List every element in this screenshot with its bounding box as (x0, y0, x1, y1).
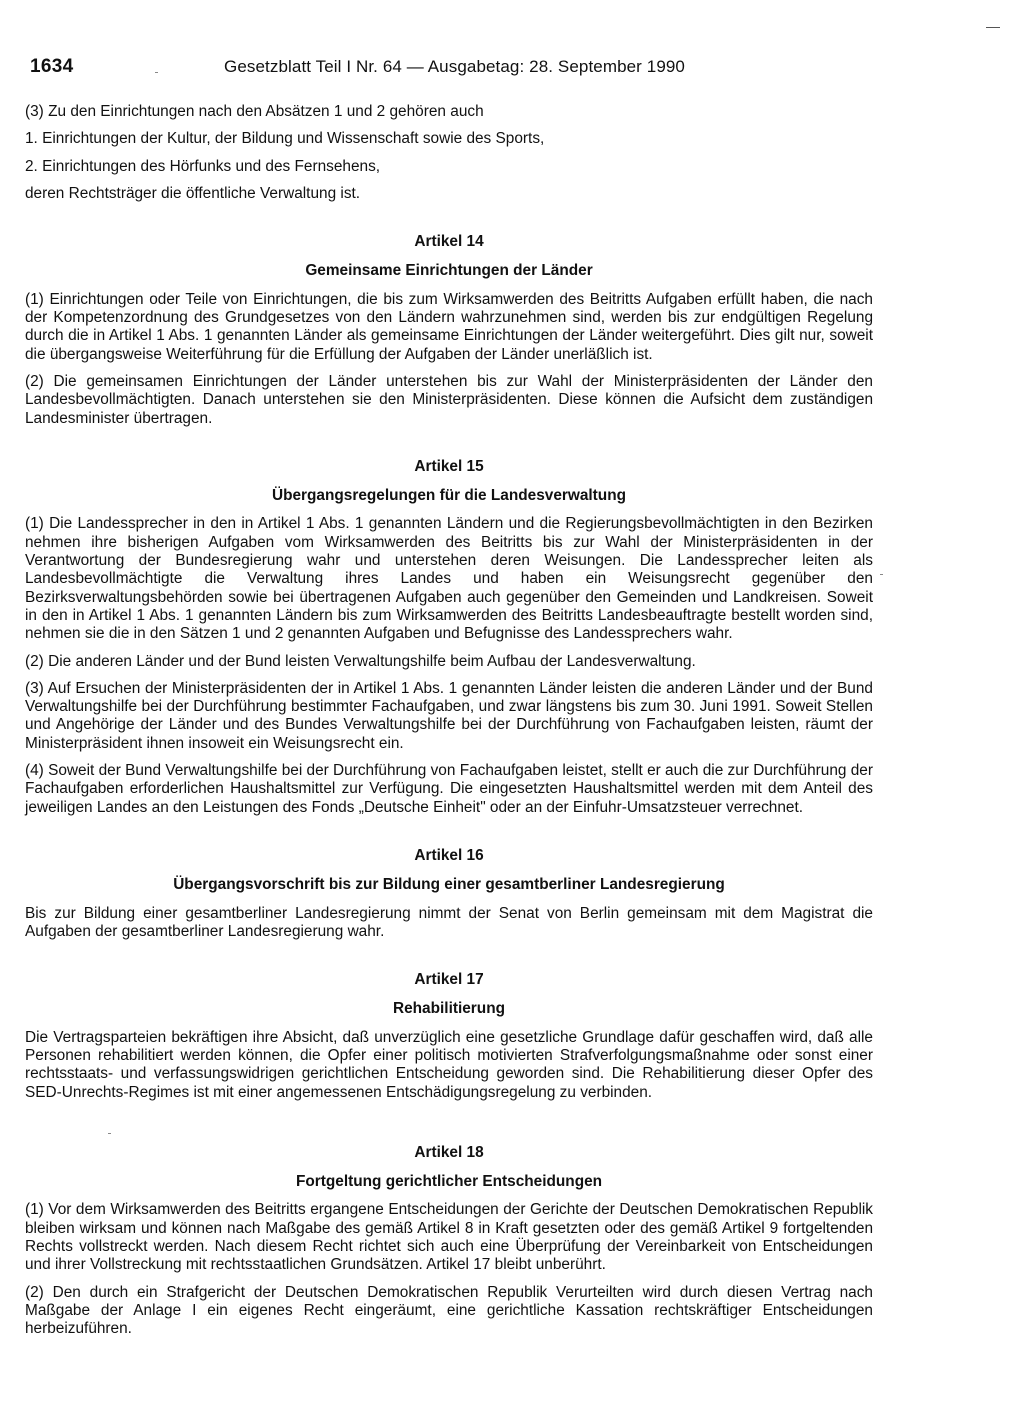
article-title: Fortgeltung gerichtlicher Entscheidungen (295, 1173, 603, 1191)
article-number: Artikel 17 (414, 971, 484, 989)
paragraph: (1) Vor dem Wirksamwerden des Beitritts ergangene Entscheidungen der Gerichte der Deutschen Demokratischen Republik bleiben wirksam und können nach Maßgabe des gemäß Artikel 8 in Kraft gesetzten oder des gemäß Artikel 9 fortgeltenden Rechts vollstreckt werden. Nach diesem Recht richtet sich auch eine Überprüfung der Vereinbarkeit von Entscheidungen und ihrer Vollstreckung mit rechtsstaatlichen Grundsätzen. Artikel 17 bleibt unberührt. (25, 1201, 873, 1274)
article-16 (25, 847, 873, 941)
paragraph: (4) Soweit der Bund Verwaltungshilfe bei der Durchführung von Fachaufgaben leistet, stellt er auch die zur Durchführung der Fachaufgaben erforderlichen Haushaltsmittel zur Verfügung. Die eingesetzten Haushaltsmittel werden mit dem Anteil des jeweiligen Landes an den Leistungen des Fonds „Deutsche Einheit" oder an der Einfuhr-Umsatzsteuer verrechnet. (25, 762, 873, 816)
spacer (25, 950, 873, 971)
scan-speck (155, 72, 158, 73)
running-head: Gesetzblatt Teil I Nr. 64 — Ausgabetag: 28. September 1990 (224, 57, 685, 76)
paragraph: Bis zur Bildung einer gesamtberliner Landesregierung nimmt der Senat von Berlin gemeinsam mit dem Magistrat die Aufgaben der gesamtberliner Landesregierung wahr. (25, 904, 873, 940)
paragraph: deren Rechtsträger die öffentliche Verwaltung ist. (25, 184, 361, 202)
article-number: Artikel 15 (414, 457, 484, 475)
spacer (25, 437, 873, 458)
paragraph: (1) Einrichtungen oder Teile von Einrichtungen, die bis zum Wirksamwerden des Beitritts Aufgaben erfüllt haben, die nach der Kompetenzordnung des Grundgesetzes von den Ländern wahrzunehmen sind, werden bis zur endgültigen Regelung durch die in Artikel 1 Abs. 1 genannten Länder als gemeinsame Einrichtungen der Länder weitergeführt. Dies gilt nur, soweit die übergangsweise Weiterführung für die Erfüllung der Aufgaben der Länder unerläßlich ist. (25, 290, 873, 363)
article-18 (25, 1144, 873, 1339)
paragraph: (2) Die gemeinsamen Einrichtungen der Länder unterstehen bis zur Wahl der Ministerpräsidenten der Länder den Landesbevollmächtigten. Danach unterstehen sie den Ministerpräsidenten. Diese können die Aufsicht dem zuständigen Landesminister übertragen. (25, 372, 873, 427)
paragraph: (1) Die Landessprecher in den in Artikel 1 Abs. 1 genannten Ländern und die Regierungsbevollmächtigten in den Bezirken nehmen ihre bisherigen Aufgaben vom Wirksamwerden des Beitritts bis zur Wahl der Ministerpräsidenten in der Verantwortung der Bundesregierung wahr und unterstehen deren Weisungen. Die Landessprecher leiten als Landesbevollmächtigte die Verwaltung ihres Landes und haben ein Weisungsrecht gegenüber den Bezirksverwaltungsbehörden sowie bei übertragenen Aufgaben auch gegenüber den Gemeinden und Landkreisen. Soweit in den in Artikel 1 Abs. 1 genannten Ländern bis zum Wirksamwerden des Beitritts Landesbeauftragte bestellt worden sind, nehmen sie die in den Sätzen 1 und 2 genannten Aufgaben und Befugnisse des Landessprechers wahr. (25, 515, 873, 643)
article-title: Gemeinsame Einrichtungen der Länder (305, 262, 593, 280)
list-item: 1. Einrichtungen der Kultur, der Bildung und Wissenschaft sowie des Sports, (25, 130, 545, 148)
paragraph: (3) Zu den Einrichtungen nach den Absätzen 1 und 2 gehören auch (25, 103, 484, 120)
spacer (25, 1111, 873, 1144)
article-title: Rehabilitierung (392, 1000, 506, 1018)
spacer (25, 826, 873, 847)
paragraph: (2) Den durch ein Strafgericht der Deutschen Demokratischen Republik Verurteilten wird durch diesen Vertrag nach Maßgabe der Anlage I ein eigenes Recht eingeräumt, eine gerichtliche Kassation rechtskräftiger Entscheidungen herbeizuführen. (25, 1283, 873, 1338)
document-body (25, 103, 873, 1348)
paragraph: (3) Auf Ersuchen der Ministerpräsidenten der in Artikel 1 Abs. 1 genannten Länder leisten die anderen Länder und der Bund Verwaltungshilfe bei der Durchführung bestimmter Fachaufgaben, und zwar längstens bis zum 30. Juni 1991. Soweit Stellen und Angehörige der Länder und des Bundes Verwaltungshilfe bei der Durchführung von Fachaufgaben leisten, räumt der Ministerpräsident ihnen insoweit ein Weisungsrecht ein. (25, 679, 873, 752)
article-number: Artikel 14 (414, 233, 484, 251)
article-17 (25, 971, 873, 1102)
list-item: 2. Einrichtungen des Hörfunks und des Fernsehens, (25, 157, 381, 175)
article-number: Artikel 16 (414, 846, 484, 864)
article-15 (25, 458, 873, 817)
article-number: Artikel 18 (414, 1143, 484, 1161)
scan-mark (986, 27, 1000, 28)
paragraph: (2) Die anderen Länder und der Bund leisten Verwaltungshilfe beim Aufbau der Landesverwaltung. (25, 652, 696, 670)
scan-speck (108, 1133, 111, 1134)
page-number: 1634 (30, 56, 74, 77)
article-14 (25, 233, 873, 428)
scan-speck (880, 574, 883, 575)
paragraph: Die Vertragsparteien bekräftigen ihre Absicht, daß unverzüglich eine gesetzliche Grundlage dafür geschaffen wird, daß alle Personen rehabilitiert werden können, die Opfer einer politisch motivierten Strafverfolgungsmaßnahme oder sonst einer rechtsstaats- und verfassungswidrigen gerichtlichen Entscheidung geworden sind. Die Rehabilitierung dieser Opfer des SED-Unrechts-Regimes ist mit einer angemessenen Entschädigungsregelung zu verbinden. (25, 1028, 873, 1101)
article-title: Übergangsregelungen für die Landesverwaltung (271, 487, 627, 505)
article-title: Übergangsvorschrift bis zur Bildung einer gesamtberliner Landesregierung (173, 876, 725, 894)
page-header (30, 56, 880, 82)
